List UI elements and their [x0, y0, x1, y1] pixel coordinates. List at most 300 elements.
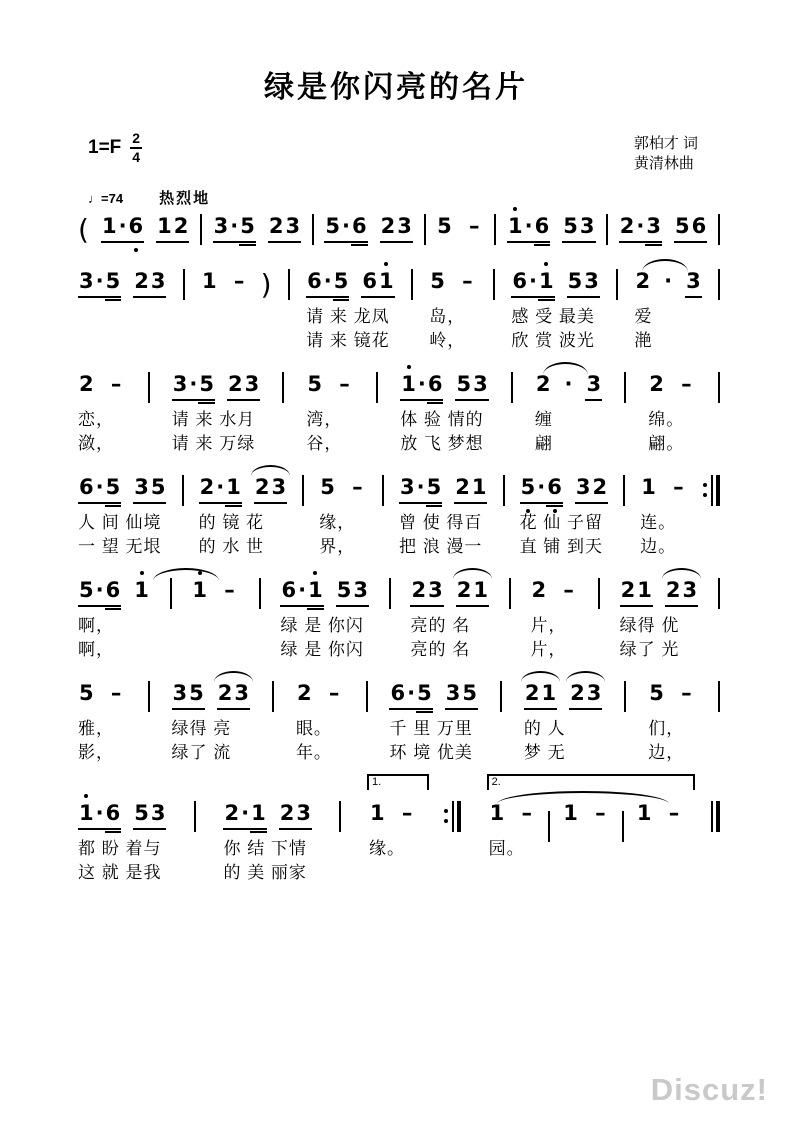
augmentation-dot: ·: [417, 372, 426, 396]
note-digit: 1: [473, 578, 488, 602]
note-group-digits: [511, 269, 554, 298]
time-signature-numerator: 2: [130, 131, 142, 149]
dash-note: –: [521, 801, 532, 825]
measure-notes: [201, 259, 272, 305]
note-group: [399, 475, 442, 504]
dash-note: –: [462, 269, 473, 293]
note-group: [559, 578, 578, 605]
barline: [623, 475, 625, 506]
note-group: [677, 372, 696, 399]
measure-notes: [389, 671, 477, 717]
note-group: [664, 801, 683, 828]
note-group: [78, 801, 121, 830]
dash-note: –: [339, 372, 350, 396]
lyric-line-2: 年。: [295, 743, 332, 762]
note-group-digits: [78, 372, 95, 399]
note-group: [455, 372, 488, 401]
barline: [183, 269, 185, 300]
measure-notes: [172, 362, 260, 408]
barline: [511, 372, 513, 403]
note-digit: 2: [531, 578, 547, 602]
measure-notes: [619, 204, 707, 250]
measure-notes: [172, 671, 251, 717]
measure: [296, 671, 344, 765]
barline: [272, 681, 274, 712]
note-group: [429, 269, 446, 296]
measure: [201, 259, 272, 353]
augmentation-dot: ·: [118, 214, 127, 238]
note-digit: 1: [508, 214, 523, 238]
augmentation-dot: ·: [564, 372, 573, 396]
note-group-digits: [410, 578, 443, 607]
note-group-digits: [677, 372, 696, 399]
note-digit: 6: [79, 475, 94, 499]
note-group: [591, 801, 610, 828]
barline: [500, 681, 502, 712]
note-digit: 2: [79, 372, 94, 396]
barline: [259, 578, 261, 609]
measure: [524, 671, 603, 765]
measure-notes: [191, 568, 239, 614]
octave-dot-high: [544, 262, 548, 266]
note-group: [636, 801, 653, 828]
note-group-digits: [107, 372, 126, 399]
lyric-line-2: 边。: [640, 537, 677, 556]
note-group: [172, 681, 205, 710]
lyric-line-1: 岛，: [429, 307, 466, 326]
measure-notes: [319, 465, 367, 511]
note-group-digits: [389, 681, 432, 710]
note-digit: 1: [101, 214, 117, 238]
measure-notes: [78, 671, 126, 717]
lyric-line-1: 恋，: [78, 410, 114, 429]
dash-note: –: [673, 475, 684, 499]
note-group-digits: [575, 475, 608, 504]
measure-notes: [296, 671, 344, 717]
note-digit: 1: [369, 801, 385, 825]
measure-notes: [199, 465, 287, 511]
barline: [376, 372, 378, 403]
sixteenth-underline: [239, 244, 256, 246]
dash-note: –: [352, 475, 363, 499]
octave-dot-high: [313, 571, 317, 575]
note-group: [279, 801, 312, 830]
measure-notes: [223, 791, 311, 837]
note-group: [398, 801, 417, 828]
note-digit: 2: [411, 578, 427, 602]
music-system: [78, 465, 720, 559]
measure-notes: [507, 204, 595, 250]
note-group-digits: [619, 214, 662, 243]
lyric-line-2: 梦 无: [523, 743, 566, 762]
measure-notes: [306, 259, 394, 305]
measure: [511, 259, 599, 353]
lyric-line-2: 边，: [648, 743, 685, 762]
note-digit: 3: [646, 214, 661, 238]
note-digit: 2: [224, 801, 240, 825]
note-digit: 6: [106, 801, 121, 825]
note-group: [677, 681, 696, 708]
tempo-bpm: ♩=74: [88, 191, 124, 206]
phrase-slur: [497, 791, 670, 804]
note-group-digits: [562, 801, 579, 828]
lyric-line-2: 岭，: [429, 331, 466, 350]
barline: [616, 269, 618, 300]
note-digit: 1: [563, 801, 578, 825]
note-digit: 2: [268, 214, 284, 238]
note-group: [369, 801, 386, 828]
measure: [78, 671, 126, 765]
note-group: [199, 475, 242, 504]
note-digit: 6: [535, 214, 550, 238]
lyric-line-2: [489, 861, 684, 885]
note-digit: 3: [586, 681, 602, 705]
measure: [213, 204, 301, 250]
note-group-digits: [567, 269, 600, 298]
note-digit: 5: [320, 475, 335, 499]
note-group: [254, 475, 287, 504]
measure: [400, 362, 488, 456]
lyric-line-1: 湾，: [306, 410, 343, 429]
note-group: [663, 269, 673, 296]
music-system: [78, 671, 720, 765]
note-group: [380, 214, 413, 243]
lyric-line-2: 翩。: [648, 434, 685, 453]
augmentation-dot: ·: [342, 214, 351, 238]
note-group: [78, 269, 121, 298]
lyric-line-1: [191, 614, 239, 638]
dash-note: –: [563, 578, 574, 602]
note-digit: 1: [79, 801, 94, 825]
augmentation-dot: ·: [537, 475, 546, 499]
note-group-digits: [400, 372, 443, 401]
note-group: [227, 372, 260, 401]
note-digit: 2: [524, 681, 540, 705]
lyric-line-2: 环 境 优美: [389, 743, 473, 762]
note-group: [562, 214, 595, 243]
lyric-line-2: 亮的 名: [410, 640, 471, 659]
note-group-digits: [458, 269, 477, 296]
note-group: [436, 214, 453, 241]
measure: [78, 568, 150, 662]
measure-notes: [324, 204, 412, 250]
sixteenth-underline: [546, 505, 563, 507]
note-group: [230, 269, 249, 296]
note-digit: 2: [296, 681, 312, 705]
note-digit: 6: [307, 269, 322, 293]
note-group-digits: [223, 801, 266, 830]
lyric-line-2: 潋，: [78, 434, 114, 453]
barline: [148, 681, 150, 712]
augmentation-dot: ·: [416, 475, 425, 499]
measure: [436, 204, 484, 250]
note-group: [319, 475, 336, 502]
measure: [389, 671, 477, 765]
measure-notes: [213, 204, 301, 250]
note-group: [133, 578, 150, 605]
note-digit: 2: [635, 269, 651, 293]
note-group-digits: [530, 578, 547, 605]
note-group-digits: [569, 681, 602, 710]
note-group-digits: [324, 214, 367, 243]
repeat-end-sign: [703, 475, 720, 506]
note-digit: 5: [334, 269, 349, 293]
note-digit: 3: [134, 475, 149, 499]
barline: [339, 801, 341, 832]
thick-barline: [457, 801, 461, 832]
measure: [306, 259, 394, 353]
lyric-line-1: 连。: [640, 513, 677, 532]
lyric-line-1: 绿 是 你闪: [280, 616, 364, 635]
measure: [535, 362, 602, 456]
note-digit: 1: [251, 801, 266, 825]
lyric-line-1: 感 受 最美: [511, 307, 595, 326]
note-group-digits: [380, 214, 413, 243]
note-group: [172, 372, 215, 401]
expression-marking: 热烈地: [159, 190, 211, 207]
sixteenth-underline: [307, 608, 324, 610]
lyric-line-2: [369, 861, 417, 885]
note-digit: 2: [228, 372, 243, 396]
octave-dot-low: [134, 248, 138, 252]
note-group: [575, 475, 608, 504]
note-group: [335, 372, 354, 399]
note-group: [517, 801, 536, 828]
lyric-line-1: 你 结 下情: [223, 839, 307, 858]
watermark: Discuz!: [650, 1072, 768, 1107]
inner-barline: [548, 811, 550, 842]
note-group: [306, 269, 349, 298]
sixteenth-underline: [198, 402, 215, 404]
lyric-line-1: 曾 使 得百: [398, 513, 483, 532]
barline: [624, 372, 626, 403]
measure: [399, 465, 487, 559]
note-group: [400, 372, 443, 401]
note-group-digits: [361, 269, 394, 298]
note-digit: 3: [579, 214, 595, 238]
music-system: [78, 568, 720, 662]
lyric-line-2: [191, 638, 239, 662]
lyric-line-1: 请 来 龙凤: [306, 307, 390, 326]
dash-note: –: [328, 681, 340, 705]
barline: [312, 214, 314, 245]
note-group-digits: [669, 475, 688, 502]
lyric-line-1: 请 来 水月: [171, 410, 256, 429]
note-group-digits: [585, 372, 602, 401]
barline: [200, 214, 202, 245]
note-digit: 2: [665, 578, 681, 602]
note-group: [669, 475, 688, 502]
barline: [389, 578, 391, 609]
measure: [648, 362, 696, 456]
note-group: [133, 475, 166, 504]
barline: [503, 475, 505, 506]
measure: [223, 791, 311, 885]
note-group-digits: [280, 578, 323, 607]
sixteenth-underline: [416, 711, 433, 713]
note-group: [489, 801, 506, 828]
lyric-line-1: 啊，: [78, 616, 114, 635]
note-group: [619, 214, 662, 243]
lyric-line-1: 的 人: [523, 719, 566, 738]
note-group-digits: [220, 578, 239, 605]
note-digit: 3: [686, 269, 701, 293]
barline: [718, 681, 720, 712]
note-digit: 1: [641, 475, 656, 499]
octave-dot-high: [140, 571, 144, 575]
note-group: [213, 214, 256, 243]
note-group: [78, 475, 121, 504]
note-group: [567, 269, 600, 298]
note-group: [296, 681, 313, 708]
note-digit: 5: [189, 681, 204, 705]
augmentation-dot: ·: [95, 475, 104, 499]
lyric-line-1: 缘，: [319, 513, 356, 532]
note-group: [620, 578, 653, 607]
lyric-line-2: 请 来 万绿: [171, 434, 256, 453]
barline: [718, 578, 720, 609]
note-group: [524, 681, 557, 710]
note-group-digits: [454, 475, 487, 504]
measure: [172, 362, 260, 456]
measure: [78, 791, 166, 885]
note-digit: 2: [620, 578, 636, 602]
note-group: [569, 681, 602, 710]
lyric-line-1: 绿得 优: [619, 616, 680, 635]
lyric-line-1: 眼。: [295, 719, 332, 738]
note-group-digits: [254, 475, 287, 504]
lyric-line-2: 谷，: [306, 434, 343, 453]
note-group: [530, 578, 547, 605]
lyric-line-1: [78, 305, 166, 329]
augmentation-dot: ·: [189, 372, 198, 396]
measure-notes: [306, 362, 354, 408]
lyric-line-2: 片，: [530, 640, 567, 659]
credits: [634, 134, 698, 174]
note-digit: 2: [619, 214, 635, 238]
barline: [366, 681, 368, 712]
note-group-digits: [319, 475, 336, 502]
augmentation-dot: ·: [524, 214, 533, 238]
note-group-digits: [398, 801, 417, 828]
measure-notes: [436, 204, 484, 250]
note-group: [458, 269, 477, 296]
note-digit: 3: [682, 578, 698, 602]
measure-notes: [429, 259, 477, 305]
measure-notes: [410, 568, 489, 614]
note-digit: 5: [325, 214, 341, 238]
thin-barline: [711, 801, 713, 832]
augmentation-dot: ·: [95, 269, 104, 293]
note-digit: 6: [362, 269, 378, 293]
lyric-line-1: 的 镜 花: [198, 513, 265, 532]
octave-dot-high: [407, 365, 411, 369]
measure: [488, 776, 684, 885]
measure: [319, 465, 367, 559]
measure-notes: [489, 791, 684, 837]
note-group-digits: [107, 681, 126, 708]
time-signature-denominator: 4: [132, 148, 141, 165]
note-group-digits: [563, 372, 573, 399]
dash-note: –: [110, 372, 122, 396]
lyric-line-2: 这 就 是我: [78, 863, 162, 882]
note-group-digits: [78, 475, 121, 504]
measure: [507, 204, 595, 250]
dash-note: –: [233, 269, 245, 293]
measure-notes: [524, 671, 603, 717]
note-digit: 5: [417, 681, 432, 705]
lyric-line-2: 界，: [319, 537, 356, 556]
lyric-line-1: 都 盼 着与: [78, 839, 162, 858]
note-group-digits: [306, 372, 323, 399]
note-digit: 6: [547, 475, 562, 499]
note-digit: 3: [473, 372, 488, 396]
measure-notes: [369, 791, 417, 837]
note-digit: 2: [380, 214, 396, 238]
lyric-line-2: [78, 329, 166, 353]
note-group-digits: [445, 681, 478, 710]
note-digit: 1: [134, 578, 149, 602]
note-group-digits: [465, 214, 484, 241]
note-digit: 1: [192, 578, 207, 602]
note-group: [217, 681, 250, 710]
note-group-digits: [634, 269, 651, 296]
music-system: [78, 362, 720, 456]
measure: [78, 465, 166, 559]
note-digit: 3: [213, 214, 229, 238]
barline: [382, 475, 384, 506]
measure: [634, 259, 701, 353]
note-digit: 2: [173, 214, 189, 238]
note-digit: 3: [399, 475, 415, 499]
key-label: 1=F: [88, 136, 122, 158]
dash-note: –: [110, 681, 122, 705]
note-group-digits: [230, 269, 249, 296]
note-digit: 5: [649, 681, 664, 705]
song-title: 绿是你闪亮的名片: [264, 71, 528, 104]
note-group-digits: [620, 578, 653, 607]
note-group-digits: [677, 681, 696, 708]
measure-notes: [78, 259, 166, 305]
note-group-digits: [664, 801, 683, 828]
note-group-digits: [213, 214, 256, 243]
note-group-digits: [456, 578, 489, 607]
note-group-digits: [636, 801, 653, 828]
note-digit: 6: [390, 681, 406, 705]
note-digit: 3: [575, 475, 591, 499]
note-group-digits: [191, 578, 208, 605]
sixteenth-underline: [645, 244, 662, 246]
note-group-digits: [524, 681, 557, 710]
sixteenth-underline: [105, 608, 122, 610]
sixteenth-underline: [105, 831, 122, 833]
measure-notes: [620, 568, 699, 614]
note-group-digits: [133, 475, 166, 504]
note-group-digits: [336, 578, 369, 607]
note-group-digits: [156, 214, 189, 243]
lyric-line-2: 啊，: [78, 640, 114, 659]
time-signature: [130, 131, 142, 164]
close-paren: ): [260, 268, 272, 301]
note-digit: 3: [445, 681, 461, 705]
note-group-digits: [517, 801, 536, 828]
note-digit: 3: [353, 578, 368, 602]
measure: [324, 204, 412, 250]
measure-notes: [78, 568, 150, 614]
note-digit: 5: [427, 475, 442, 499]
note-group-digits: [133, 801, 166, 830]
note-group: [306, 372, 323, 399]
